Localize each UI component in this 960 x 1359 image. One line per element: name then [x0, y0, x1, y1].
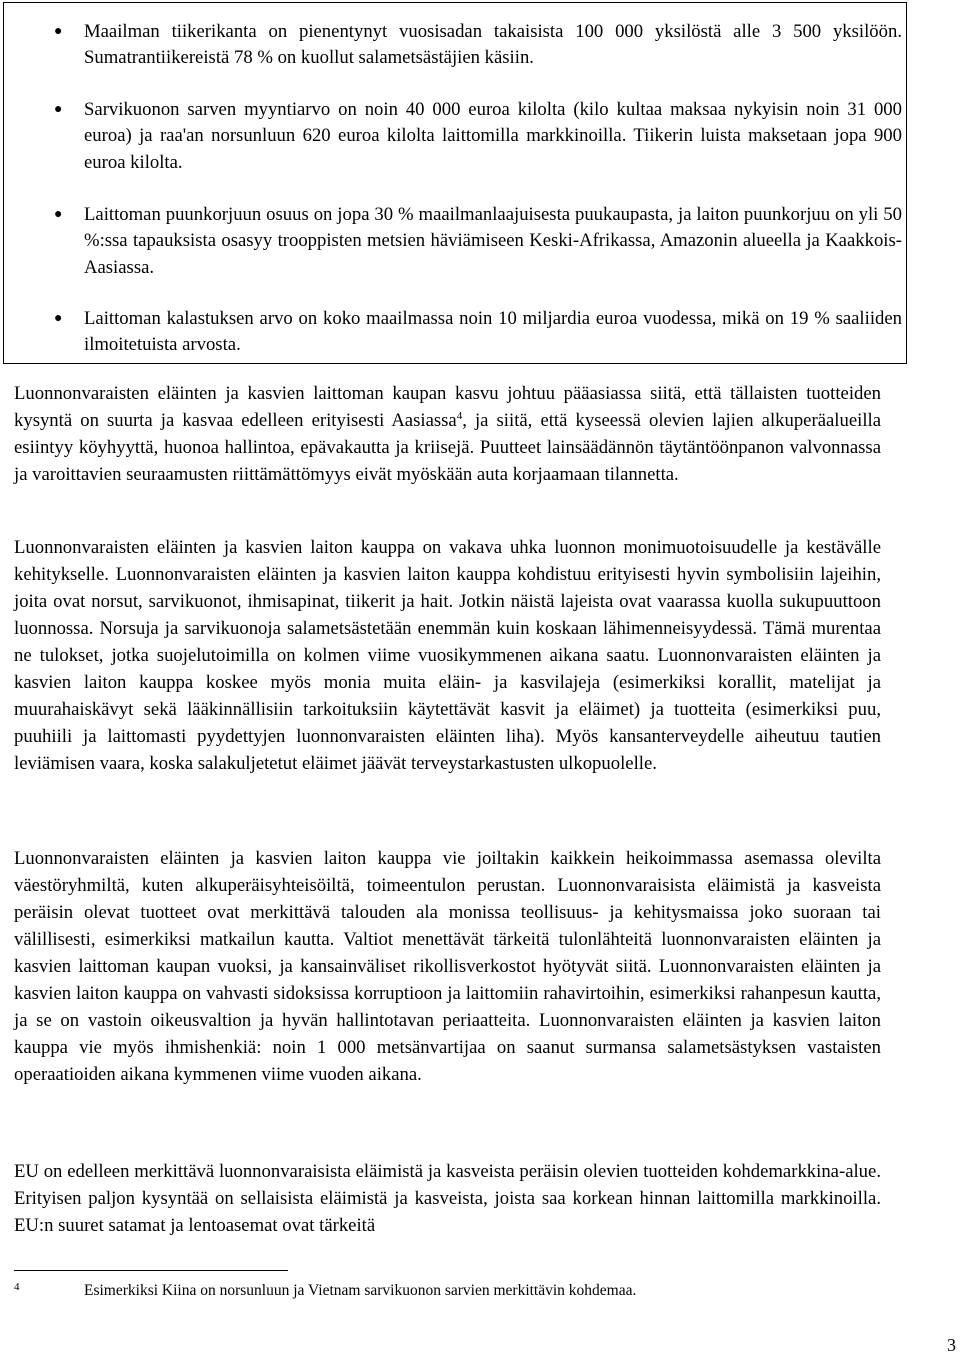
- paragraph-text: , ja siitä, että kyseessä olevien lajien alkuperäalueilla esiintyy köyhyyttä, huonoa hallintoa, epävakautta ja kriisejä. Puutteet lainsäädännön täytäntöönpanon valvonnassa ja varoittavien seuraamusten riittämättömyys eivät myöskään auta korjaamaan tilannetta.: [14, 410, 881, 485]
- footnote-text: Esimerkiksi Kiina on norsunluun ja Vietnam sarvikuonon sarvien merkittävin kohdemaa.: [84, 1282, 637, 1299]
- footnote-divider: [14, 1270, 288, 1271]
- fact-text: Laittoman puunkorjuun osuus on jopa 30 % maailmanlaajuisesta puukaupasta, ja laiton puunkorjuu on yli 50 %:ssa tapauksista osasyy trooppisten metsien häviämiseen Keski-Afrikassa, Amazonin alueella ja Kaakkois-Aasiassa.: [84, 204, 902, 278]
- fact-text: Maailman tiikerikanta on pienentynyt vuosisadan takaisista 100 000 yksilöstä alle 3 500 yksilöön. Sumatrantiikereistä 78 % on kuollut salametsästäjien käsiin.: [84, 21, 902, 69]
- paragraph-text: Luonnonvaraisten eläinten ja kasvien laiton kauppa on vakava uhka luonnon monimuotoisuudelle ja kestävälle kehitykselle. Luonnonvaraisten eläinten ja kasvien laiton kauppa kohdistuu erityisesti hyvin symbolisiin lajeihin, joita ovat norsut, sarvikuonot, ihmisapinat, tiikerit ja hait. Jotkin näistä lajeista ovat vaarassa kuolla sukupuuttoon luonnossa. Norsuja ja sarvikuonoja salametsästetään enemmän kuin koskaan lähimenneisyydessä. Tämä murentaa ne tulokset, jotka suojelutoimilla on kolmen viime vuosikymmenen aikana saatu. Luonnonvaraisten eläinten ja kasvien laiton kauppa koskee myös monia muita eläin- ja kasvilajeja (esimerkiksi korallit, matelijat ja muurahaiskävyt sekä lääkinnällisiin tarkoituksiin käytettävät kasvit ja eläimet) ja tuotteita (esimerkiksi puu, puuhiili ja laittomasti pyydettyjen luonnonvaraisten eläinten liha). Myös kansanterveydelle aiheutuu tautien leviämisen vaara, koska salakuljetetut eläimet jäävät terveystarkastusten ulkopuolelle.: [14, 537, 881, 774]
- fact-item: [54, 97, 902, 176]
- fact-box: [3, 2, 907, 364]
- footnote-mark: 4: [14, 1281, 20, 1293]
- paragraph-biodiversity: [14, 534, 881, 777]
- paragraph-text: Luonnonvaraisten eläinten ja kasvien laittoman kaupan kasvu johtuu pääasiassa siitä, että tällaisten tuotteiden kysyntä on suurta ja kasvaa edelleen erityisesti Aasiassa: [14, 383, 881, 431]
- paragraph-eu-market: [14, 1158, 881, 1239]
- bullet-icon: ●: [54, 207, 63, 222]
- fact-item: [54, 306, 902, 359]
- paragraph-demand: [14, 380, 881, 488]
- bullet-icon: ●: [54, 24, 63, 39]
- fact-item: [54, 202, 902, 281]
- bullet-icon: ●: [54, 102, 63, 117]
- fact-item: [54, 19, 902, 72]
- paragraph-livelihoods: [14, 845, 881, 1088]
- paragraph-text: Luonnonvaraisten eläinten ja kasvien laiton kauppa vie joiltakin kaikkein heikoimmassa asemassa olevilta väestöryhmiltä, kuten alkuperäisyhteisöiltä, toimeentulon perustan. Luonnonvaraisista eläimistä ja kasveista peräisin olevat tuotteet ovat merkittävä talouden ala monissa teollisuus- ja kehitysmaissa joko suoraan tai välillisesti, esimerkiksi matkailun kautta. Valtiot menettävät tärkeitä tulonlähteitä luonnonvaraisten eläinten ja kasvien laittoman kaupan vuoksi, ja kansainväliset rikollisverkostot hyötyvät siitä. Luonnonvaraisten eläinten ja kasvien laiton kauppa on vahvasti sidoksissa korruptioon ja laittomiin rahavirtoihin, esimerkiksi rahanpesun kautta, ja se on vastoin oikeusvaltion ja hyvän hallintotavan periaatteita. Luonnonvaraisten eläinten ja kasvien laiton kauppa vie myös ihmishenkiä: noin 1 000 metsänvartijaa on saanut surmansa salametsästyksen vastaisten operaatioiden aikana kymmenen viime vuoden aikana.: [14, 848, 881, 1085]
- footnote-reference[interactable]: 4: [456, 410, 463, 422]
- paragraph-text: EU on edelleen merkittävä luonnonvaraisista eläimistä ja kasveista peräisin olevien tuotteiden kohdemarkkina-alue. Erityisen paljon kysyntää on sellaisista eläimistä ja kasveista, joista saa korkean hinnan laittomilla markkinoilla. EU:n suuret satamat ja lentoasemat ovat tärkeitä: [14, 1161, 881, 1236]
- bullet-icon: ●: [54, 311, 63, 326]
- fact-text: Laittoman kalastuksen arvo on koko maailmassa noin 10 miljardia euroa vuodessa, mikä on 19 % saaliiden ilmoitetuista arvosta.: [84, 308, 902, 356]
- fact-text: Sarvikuonon sarven myyntiarvo on noin 40 000 euroa kilolta (kilo kultaa maksaa nykyisin noin 31 000 euroa) ja raa'an norsunluun 620 euroa kilolta laittomilla markkinoilla. Tiikerin luista maksetaan jopa 900 euroa kilolta.: [84, 99, 902, 173]
- page-number: 3: [947, 1335, 956, 1355]
